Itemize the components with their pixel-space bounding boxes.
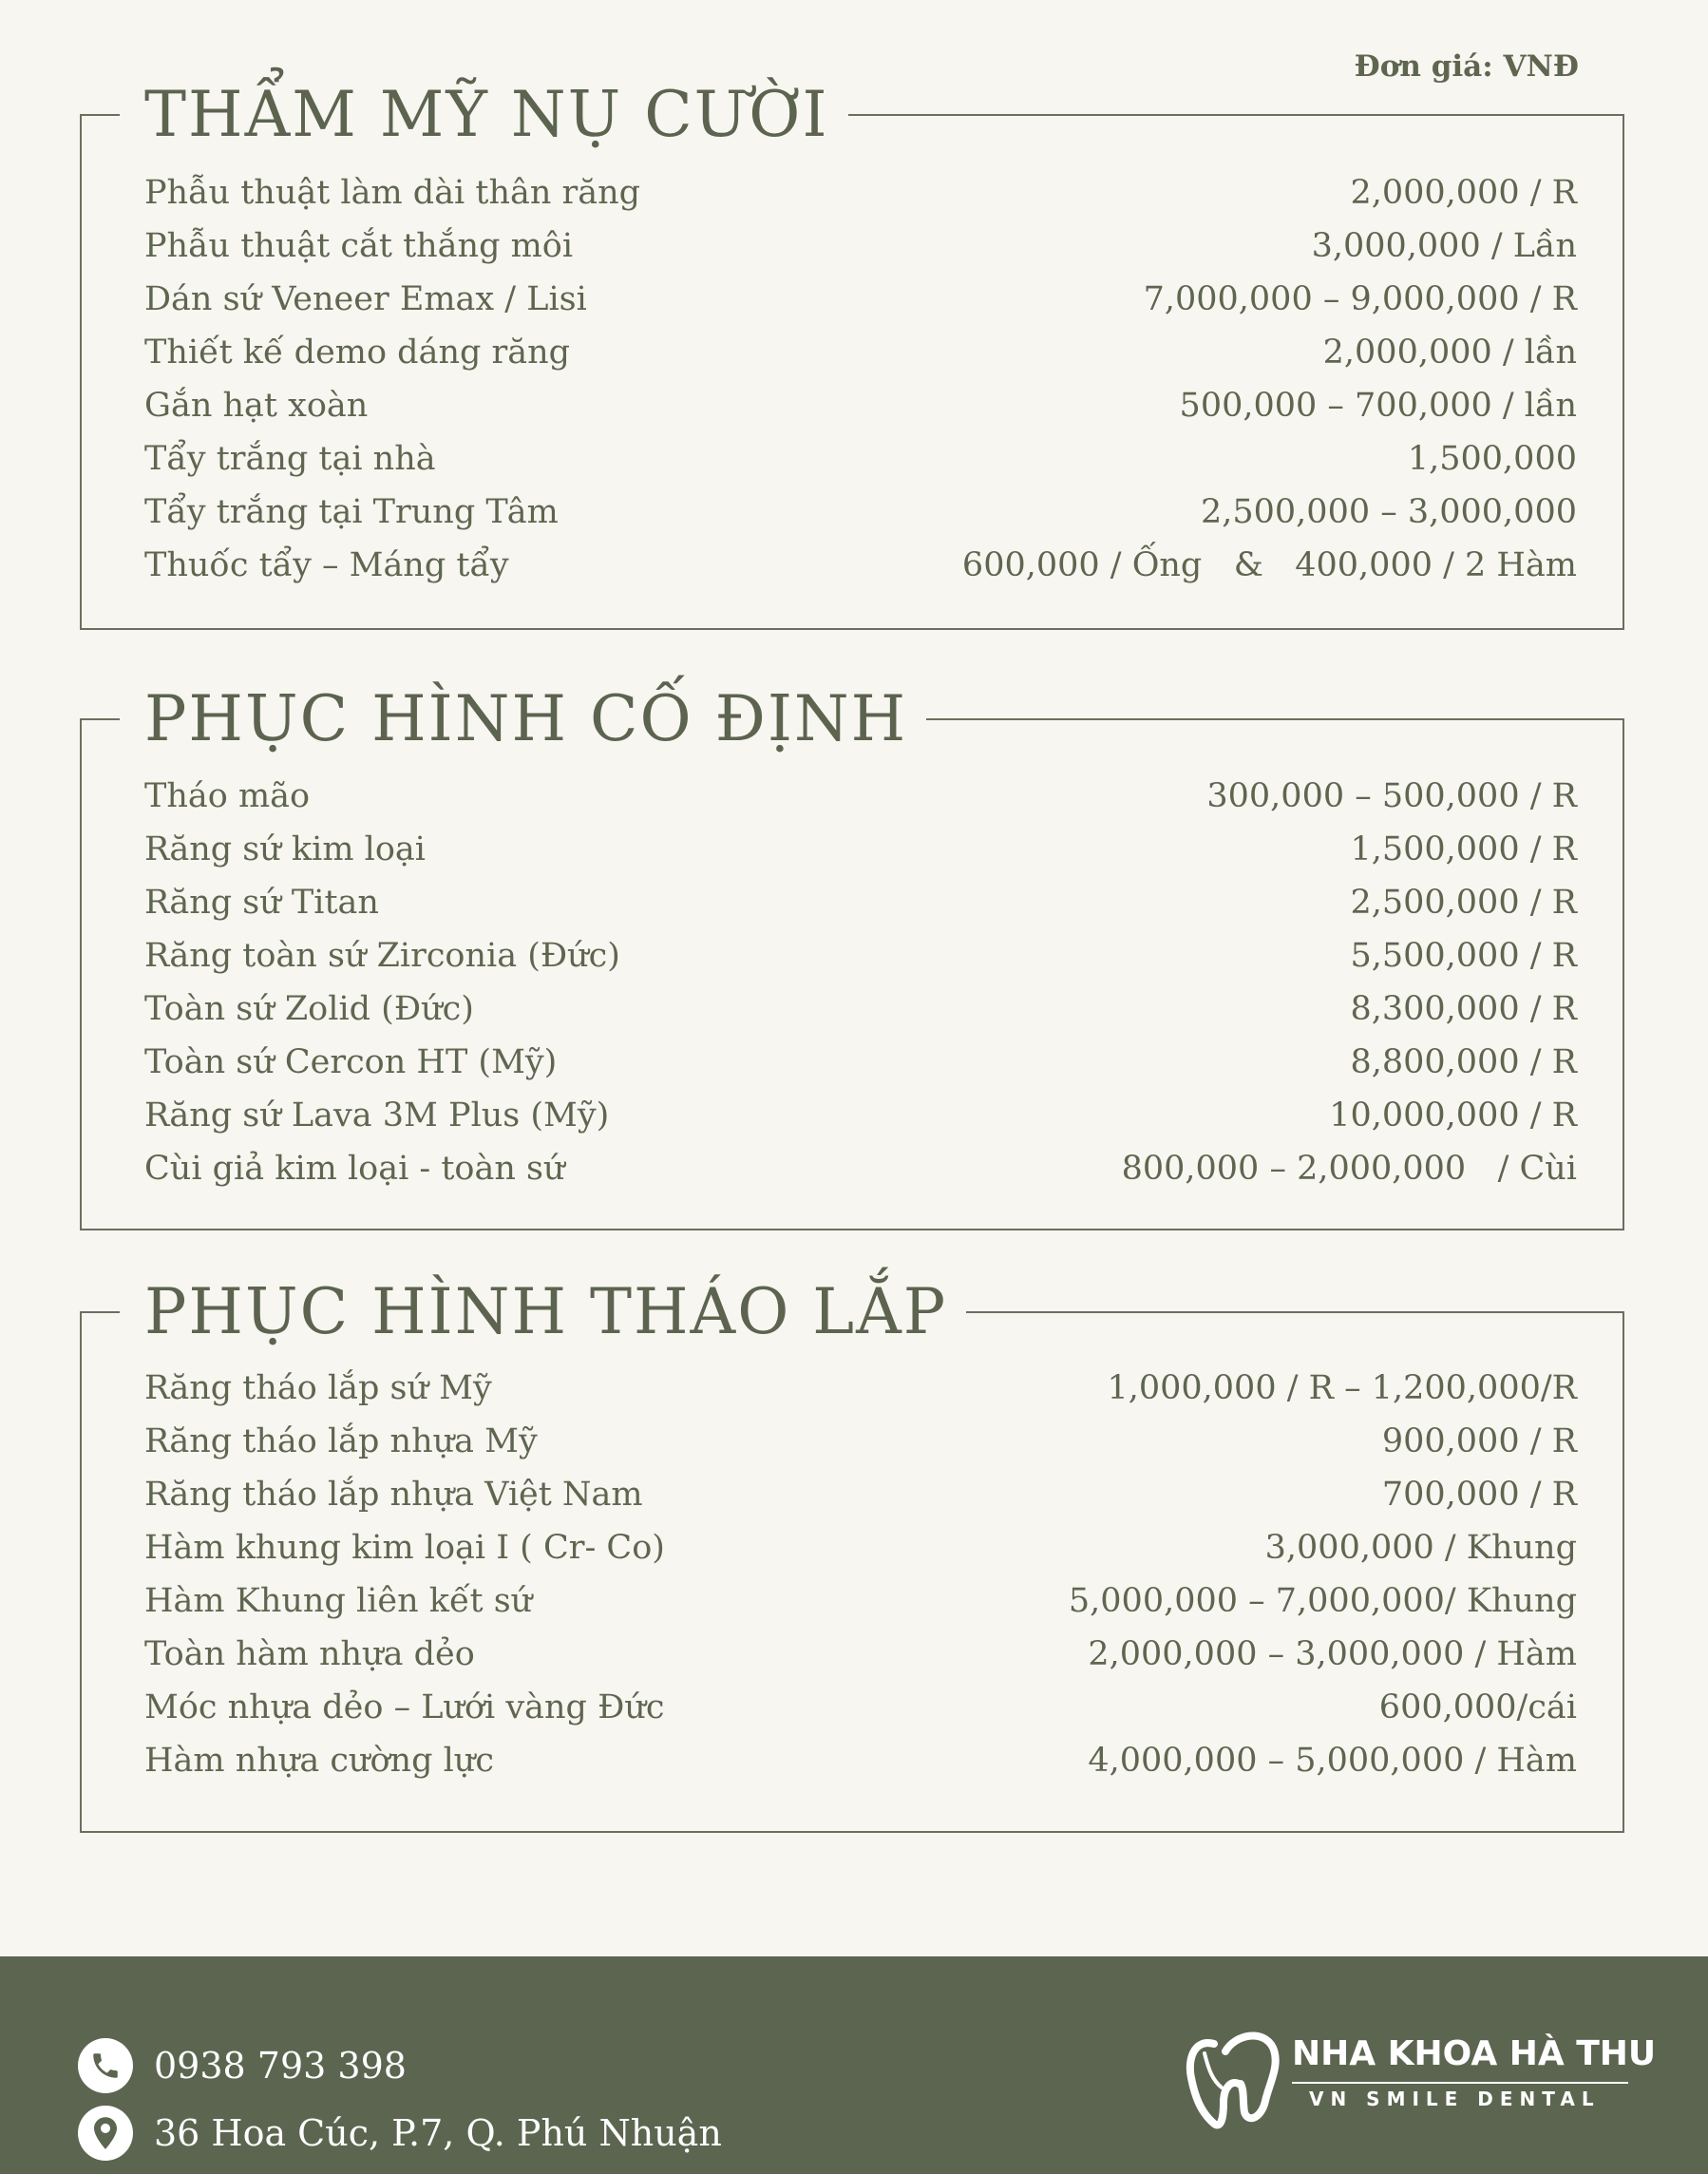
service-name: Răng sứ Lava 3M Plus (Mỹ) bbox=[144, 1097, 610, 1135]
price-list bbox=[144, 770, 1577, 1195]
price-row bbox=[144, 982, 1577, 1036]
service-name: Toàn sứ Cercon HT (Mỹ) bbox=[144, 1043, 558, 1081]
service-price: 600,000/cái bbox=[1378, 1688, 1577, 1726]
price-row bbox=[144, 326, 1577, 379]
service-name: Hàm khung kim loại I ( Cr- Co) bbox=[144, 1529, 665, 1567]
service-name: Phẫu thuật cắt thắng môi bbox=[144, 227, 574, 265]
price-row bbox=[144, 1089, 1577, 1142]
section-title: THẨM MỸ NỤ CƯỜI bbox=[120, 68, 848, 162]
service-name: Răng tháo lắp nhựa Mỹ bbox=[144, 1422, 538, 1460]
service-price: 300,000 – 500,000 / R bbox=[1206, 777, 1577, 815]
unit-note: Đơn giá: VNĐ bbox=[1354, 49, 1579, 84]
price-row bbox=[144, 1521, 1577, 1574]
service-price: 1,000,000 / R – 1,200,000/R bbox=[1107, 1369, 1577, 1407]
price-row bbox=[144, 770, 1577, 823]
price-row bbox=[144, 1362, 1577, 1415]
section-title: PHỤC HÌNH CỐ ĐỊNH bbox=[120, 673, 926, 766]
service-price: 2,000,000 – 3,000,000 / Hàm bbox=[1088, 1635, 1577, 1673]
section-phuc-hinh-thao-lap bbox=[80, 1275, 1624, 1833]
service-name: Thuốc tẩy – Máng tẩy bbox=[144, 546, 509, 584]
service-price: 8,800,000 / R bbox=[1350, 1043, 1577, 1081]
service-name: Cùi giả kim loại - toàn sứ bbox=[144, 1150, 565, 1188]
price-row bbox=[144, 486, 1577, 539]
phone-number: 0938 793 398 bbox=[154, 2045, 407, 2087]
service-price: 4,000,000 – 5,000,000 / Hàm bbox=[1088, 1742, 1577, 1780]
service-name: Răng sứ Titan bbox=[144, 884, 379, 922]
location-pin-icon bbox=[78, 2106, 133, 2161]
price-row bbox=[144, 219, 1577, 273]
service-name: Thiết kế demo dáng răng bbox=[144, 334, 571, 372]
price-row bbox=[144, 823, 1577, 876]
price-list bbox=[144, 1362, 1577, 1787]
price-row bbox=[144, 1574, 1577, 1628]
brand-logo bbox=[1186, 2025, 1657, 2129]
service-price: 2,000,000 / lần bbox=[1322, 334, 1577, 372]
service-price: 7,000,000 – 9,000,000 / R bbox=[1143, 280, 1577, 318]
tooth-logo-icon bbox=[1186, 2025, 1281, 2129]
service-price: 900,000 / R bbox=[1381, 1422, 1577, 1460]
service-price: 3,000,000 / Lần bbox=[1311, 227, 1577, 265]
section-phuc-hinh-co-dinh bbox=[80, 682, 1624, 1230]
section-title: PHỤC HÌNH THÁO LẮP bbox=[120, 1266, 966, 1359]
section-tham-my-nu-cuoi bbox=[80, 78, 1624, 630]
price-row bbox=[144, 1734, 1577, 1787]
phone-icon bbox=[78, 2038, 133, 2093]
footer bbox=[0, 1956, 1708, 2174]
service-name: Hàm Khung liên kết sứ bbox=[144, 1582, 533, 1620]
brand-tagline: VN SMILE DENTAL bbox=[1309, 2088, 1601, 2110]
price-row bbox=[144, 1142, 1577, 1195]
brand-name: NHA KHOA HÀ THU bbox=[1292, 2034, 1657, 2073]
price-row bbox=[144, 929, 1577, 982]
service-name: Toàn hàm nhựa dẻo bbox=[144, 1635, 475, 1673]
service-price: 600,000 / Ống & 400,000 / 2 Hàm bbox=[961, 546, 1577, 584]
service-name: Móc nhựa dẻo – Lưới vàng Đức bbox=[144, 1688, 665, 1726]
price-row bbox=[144, 1468, 1577, 1521]
price-row bbox=[144, 1628, 1577, 1681]
service-name: Tẩy trắng tại nhà bbox=[144, 440, 436, 478]
price-row bbox=[144, 539, 1577, 592]
price-row bbox=[144, 1681, 1577, 1734]
service-name: Tẩy trắng tại Trung Tâm bbox=[144, 493, 559, 531]
service-name: Răng toàn sứ Zirconia (Đức) bbox=[144, 937, 620, 975]
brand-divider bbox=[1292, 2082, 1628, 2084]
service-price: 500,000 – 700,000 / lần bbox=[1179, 387, 1577, 425]
service-price: 3,000,000 / Khung bbox=[1264, 1529, 1577, 1567]
service-name: Phẫu thuật làm dài thân răng bbox=[144, 174, 641, 212]
phone-contact[interactable] bbox=[78, 2038, 407, 2093]
service-price: 2,000,000 / R bbox=[1350, 174, 1577, 212]
price-row bbox=[144, 273, 1577, 326]
address-text: 36 Hoa Cúc, P.7, Q. Phú Nhuận bbox=[154, 2112, 722, 2154]
price-row bbox=[144, 379, 1577, 432]
service-price: 1,500,000 bbox=[1407, 440, 1577, 478]
service-name: Dán sứ Veneer Emax / Lisi bbox=[144, 280, 587, 318]
service-name: Răng tháo lắp sứ Mỹ bbox=[144, 1369, 492, 1407]
price-list bbox=[144, 166, 1577, 592]
service-name: Tháo mão bbox=[144, 777, 311, 815]
price-row bbox=[144, 876, 1577, 929]
price-row bbox=[144, 432, 1577, 486]
service-price: 2,500,000 / R bbox=[1350, 884, 1577, 922]
address-contact[interactable] bbox=[78, 2106, 722, 2161]
service-price: 8,300,000 / R bbox=[1350, 990, 1577, 1028]
service-name: Gắn hạt xoàn bbox=[144, 387, 369, 425]
price-row bbox=[144, 1415, 1577, 1468]
service-price: 5,500,000 / R bbox=[1350, 937, 1577, 975]
service-price: 1,500,000 / R bbox=[1350, 830, 1577, 868]
service-price: 2,500,000 – 3,000,000 bbox=[1200, 493, 1577, 531]
service-name: Hàm nhựa cường lực bbox=[144, 1742, 494, 1780]
price-row bbox=[144, 166, 1577, 219]
service-name: Răng tháo lắp nhựa Việt Nam bbox=[144, 1476, 643, 1514]
price-row bbox=[144, 1036, 1577, 1089]
service-price: 5,000,000 – 7,000,000/ Khung bbox=[1068, 1582, 1577, 1620]
service-price: 10,000,000 / R bbox=[1329, 1097, 1577, 1135]
service-price: 800,000 – 2,000,000 / Cùi bbox=[1121, 1150, 1577, 1188]
service-name: Răng sứ kim loại bbox=[144, 830, 426, 868]
service-name: Toàn sứ Zolid (Đức) bbox=[144, 990, 474, 1028]
service-price: 700,000 / R bbox=[1381, 1476, 1577, 1514]
